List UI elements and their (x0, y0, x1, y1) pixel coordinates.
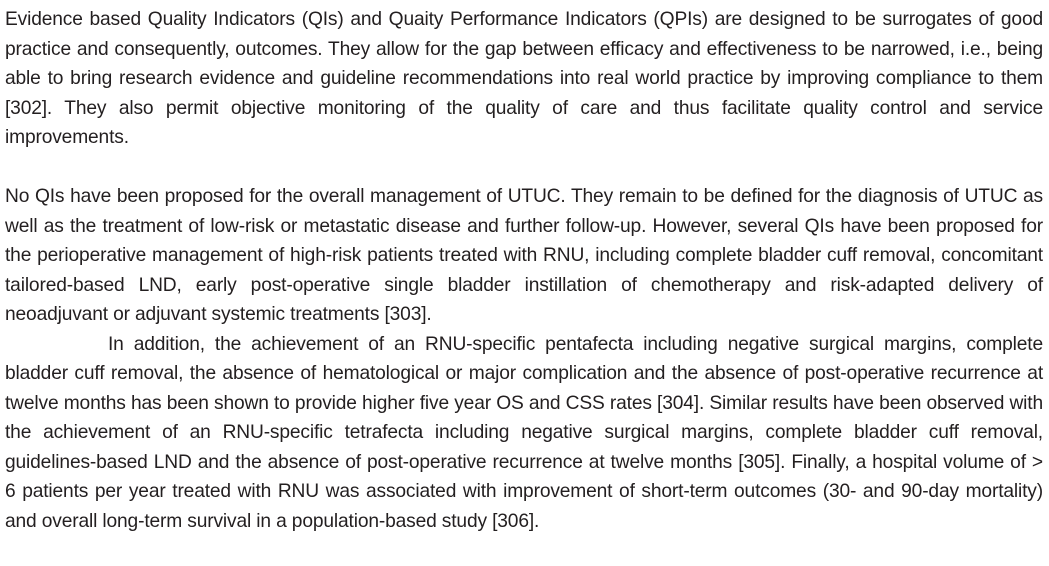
document-body (5, 5, 1043, 536)
paragraph-quality-indicators-intro: Evidence based Quality Indicators (QIs) and Quaity Performance Indicators (QPIs) are designed to be surrogates of good practice and consequently, outcomes. They allow for the gap between efficacy and effectiveness to be narrowed, i.e., being able to bring research evidence and guideline recommendations into real world practice by improving compliance to them [302]. They also permit objective monitoring of the quality of care and thus facilitate quality control and service improvements. (5, 9, 1043, 148)
paragraph-utuc-qis: No QIs have been proposed for the overall management of UTUC. They remain to be defined for the diagnosis of UTUC as well as the treatment of low-risk or metastatic disease and further follow-up. However, several QIs have been proposed for the perioperative management of high-risk patients treated with RNU, including complete bladder cuff removal, concomitant tailored-based LND, early post-operative single bladder instillation of chemotherapy and risk-adapted delivery of neoadjuvant or adjuvant systemic treatments [303]. (5, 186, 1043, 325)
paragraph-spacer (5, 153, 1043, 183)
paragraph-rnu-pentafecta: In addition, the achievement of an RNU-specific pentafecta including negative surgical margins, complete bladder cuff removal, the absence of hematological or major complication and the absence of post-operative recurrence at twelve months has been shown to provide higher five year OS and CSS rates [304]. Similar results have been observed with the achievement of an RNU-specific tetrafecta including negative surgical margins, complete bladder cuff removal, guidelines-based LND and the absence of post-operative recurrence at twelve months [305]. Finally, a hospital volume of > 6 patients per year treated with RNU was associated with improvement of short-term outcomes (30- and 90-day mortality) and overall long-term survival in a population-based study [306]. (5, 333, 1043, 532)
